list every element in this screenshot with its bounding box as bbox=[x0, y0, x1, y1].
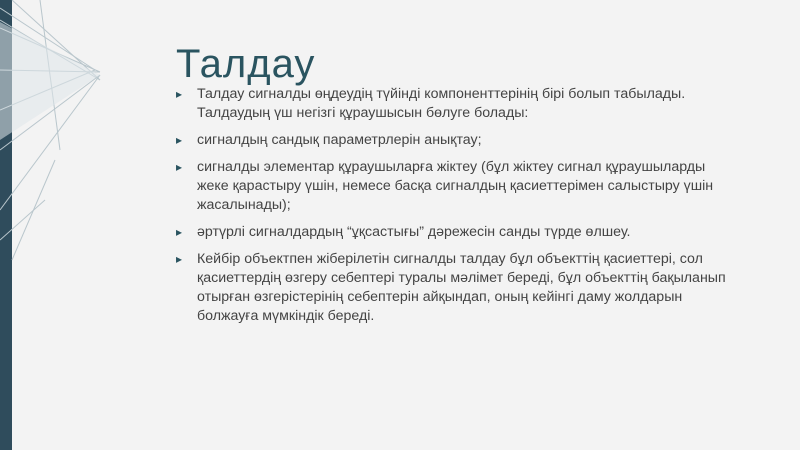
bullet-marker-icon: ▸ bbox=[176, 133, 183, 147]
bullet-item bbox=[172, 223, 732, 242]
bullet-text: Талдау сигналды өңдеудің түйінді компоненттерінің бірі болып табылады. Талдаудың үш негізгі құраушысын бөлуге болады: bbox=[197, 86, 686, 121]
bullet-item bbox=[172, 250, 732, 326]
bullet-marker-icon: ▸ bbox=[176, 252, 183, 266]
bullet-item bbox=[172, 85, 732, 123]
bullet-text: әртүрлі сигналдардың “ұқсастығы” дәрежесін санды түрде өлшеу. bbox=[197, 224, 631, 240]
bullet-text: сигналды элементар құраушыларға жіктеу (бұл жіктеу сигнал құраушыларды жеке қарастыру үшін, немесе басқа сигналдың қасиеттерімен салыстыру үшін жасалынады); bbox=[197, 159, 714, 213]
bullet-item bbox=[172, 158, 732, 215]
bullet-marker-icon: ▸ bbox=[176, 160, 183, 174]
bullet-list bbox=[172, 85, 732, 334]
slide-title: Талдау bbox=[176, 42, 316, 86]
decorative-line-pattern bbox=[0, 0, 120, 450]
bullet-item bbox=[172, 131, 732, 150]
bullet-marker-icon: ▸ bbox=[176, 225, 183, 239]
bullet-text: Кейбір объектпен жіберілетін сигналды талдау бұл объекттің қасиеттері, сол қасиеттердің өзгеру себептері туралы мәлімет береді, бұл объекттің бақыланып отырған өзгерістерінің себептерін айқындап, оның кейінгі даму жолдарын болжауға мүмкіндік береді. bbox=[197, 251, 726, 324]
bullet-text: сигналдың сандық параметрлерін анықтау; bbox=[197, 132, 482, 148]
bullet-marker-icon: ▸ bbox=[176, 87, 183, 101]
